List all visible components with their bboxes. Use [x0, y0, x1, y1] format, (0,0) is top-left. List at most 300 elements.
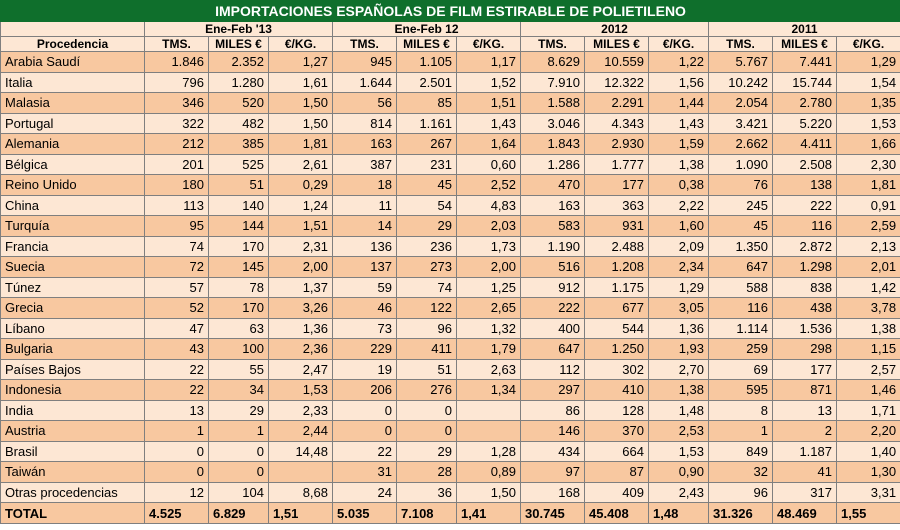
value-cell: 1,36 — [649, 318, 709, 339]
country-name: Arabia Saudí — [1, 52, 145, 73]
value-cell: 1,46 — [837, 380, 900, 401]
value-cell: 56 — [333, 93, 397, 114]
value-cell: 2.501 — [397, 72, 457, 93]
value-cell: 29 — [397, 441, 457, 462]
value-cell: 1,17 — [457, 52, 521, 73]
table-row — [1, 216, 900, 237]
value-cell: 2.488 — [585, 236, 649, 257]
total-cell: 4.525 — [145, 503, 209, 524]
total-cell: 31.326 — [709, 503, 773, 524]
value-cell: 2,33 — [269, 400, 333, 421]
value-cell: 0,29 — [269, 175, 333, 196]
table-row — [1, 482, 900, 503]
value-cell: 136 — [333, 236, 397, 257]
value-cell: 1,64 — [457, 134, 521, 155]
value-cell: 1.843 — [521, 134, 585, 155]
value-cell: 2.291 — [585, 93, 649, 114]
value-cell: 1,56 — [649, 72, 709, 93]
value-cell: 1,44 — [649, 93, 709, 114]
country-name: India — [1, 400, 145, 421]
value-cell: 137 — [333, 257, 397, 278]
column-header: €/KG. — [269, 37, 333, 52]
value-cell: 0 — [145, 462, 209, 483]
value-cell: 8 — [709, 400, 773, 421]
value-cell: 2,59 — [837, 216, 900, 237]
value-cell — [457, 421, 521, 442]
value-cell: 276 — [397, 380, 457, 401]
value-cell: 0 — [145, 441, 209, 462]
value-cell: 138 — [773, 175, 837, 196]
period-header: 2011 — [709, 22, 900, 37]
value-cell: 177 — [773, 359, 837, 380]
value-cell: 1,71 — [837, 400, 900, 421]
value-cell: 1.187 — [773, 441, 837, 462]
value-cell: 1,53 — [649, 441, 709, 462]
value-cell: 1.846 — [145, 52, 209, 73]
total-cell: 5.035 — [333, 503, 397, 524]
value-cell: 838 — [773, 277, 837, 298]
value-cell: 15.744 — [773, 72, 837, 93]
value-cell: 201 — [145, 154, 209, 175]
country-name: Grecia — [1, 298, 145, 319]
value-cell: 370 — [585, 421, 649, 442]
value-cell: 10.559 — [585, 52, 649, 73]
value-cell: 2,53 — [649, 421, 709, 442]
value-cell: 411 — [397, 339, 457, 360]
value-cell: 1,22 — [649, 52, 709, 73]
column-header: TMS. — [145, 37, 209, 52]
value-cell: 434 — [521, 441, 585, 462]
total-row — [1, 503, 900, 524]
value-cell: 945 — [333, 52, 397, 73]
value-cell: 259 — [709, 339, 773, 360]
country-name: Reino Unido — [1, 175, 145, 196]
table-row — [1, 113, 900, 134]
value-cell: 236 — [397, 236, 457, 257]
value-cell: 22 — [145, 359, 209, 380]
value-cell: 2,09 — [649, 236, 709, 257]
country-name: Bulgaria — [1, 339, 145, 360]
value-cell: 1,28 — [457, 441, 521, 462]
country-name: Otras procedencias — [1, 482, 145, 503]
value-cell: 29 — [209, 400, 269, 421]
value-cell: 4.411 — [773, 134, 837, 155]
value-cell: 2.930 — [585, 134, 649, 155]
value-cell: 180 — [145, 175, 209, 196]
value-cell: 3,31 — [837, 482, 900, 503]
value-cell: 588 — [709, 277, 773, 298]
table-row — [1, 72, 900, 93]
country-name: Taiwán — [1, 462, 145, 483]
value-cell: 1,38 — [649, 380, 709, 401]
value-cell: 31 — [333, 462, 397, 483]
total-cell: 1,55 — [837, 503, 900, 524]
value-cell: 1,66 — [837, 134, 900, 155]
value-cell: 18 — [333, 175, 397, 196]
value-cell: 1,34 — [457, 380, 521, 401]
value-cell: 363 — [585, 195, 649, 216]
value-cell: 74 — [145, 236, 209, 257]
value-cell: 1 — [709, 421, 773, 442]
total-cell: 45.408 — [585, 503, 649, 524]
value-cell: 57 — [145, 277, 209, 298]
value-cell: 19 — [333, 359, 397, 380]
value-cell: 1 — [209, 421, 269, 442]
country-name: Líbano — [1, 318, 145, 339]
value-cell: 55 — [209, 359, 269, 380]
value-cell: 0,60 — [457, 154, 521, 175]
value-cell: 297 — [521, 380, 585, 401]
value-cell: 931 — [585, 216, 649, 237]
country-name: China — [1, 195, 145, 216]
table-title: IMPORTACIONES ESPAÑOLAS DE FILM ESTIRABLE DE POLIETILENO — [1, 1, 900, 22]
value-cell: 7.441 — [773, 52, 837, 73]
value-cell: 2,20 — [837, 421, 900, 442]
value-cell: 1,32 — [457, 318, 521, 339]
value-cell: 525 — [209, 154, 269, 175]
period-header: Ene-Feb 12 — [333, 22, 521, 37]
value-cell: 2.508 — [773, 154, 837, 175]
value-cell: 100 — [209, 339, 269, 360]
value-cell: 2,57 — [837, 359, 900, 380]
value-cell: 32 — [709, 462, 773, 483]
value-cell: 43 — [145, 339, 209, 360]
value-cell: 78 — [209, 277, 269, 298]
value-cell: 583 — [521, 216, 585, 237]
value-cell: 96 — [709, 482, 773, 503]
value-cell: 346 — [145, 93, 209, 114]
value-cell: 5.220 — [773, 113, 837, 134]
value-cell: 1,48 — [649, 400, 709, 421]
value-cell: 13 — [145, 400, 209, 421]
value-cell: 410 — [585, 380, 649, 401]
column-header: TMS. — [521, 37, 585, 52]
value-cell: 245 — [709, 195, 773, 216]
table-row — [1, 277, 900, 298]
value-cell: 1,24 — [269, 195, 333, 216]
value-cell: 0,91 — [837, 195, 900, 216]
column-header: MILES € — [773, 37, 837, 52]
table-row — [1, 134, 900, 155]
period-header: Ene-Feb '13 — [145, 22, 333, 37]
value-cell: 2,61 — [269, 154, 333, 175]
value-cell: 177 — [585, 175, 649, 196]
value-cell: 0 — [333, 421, 397, 442]
value-cell: 10.242 — [709, 72, 773, 93]
value-cell: 2,47 — [269, 359, 333, 380]
value-cell: 5.767 — [709, 52, 773, 73]
country-name: Austria — [1, 421, 145, 442]
value-cell: 849 — [709, 441, 773, 462]
value-cell: 796 — [145, 72, 209, 93]
value-cell: 11 — [333, 195, 397, 216]
value-cell: 1,42 — [837, 277, 900, 298]
table-row — [1, 441, 900, 462]
value-cell: 4,83 — [457, 195, 521, 216]
table-row — [1, 52, 900, 73]
table-row — [1, 175, 900, 196]
value-cell: 87 — [585, 462, 649, 483]
value-cell: 0,89 — [457, 462, 521, 483]
value-cell — [457, 400, 521, 421]
value-cell: 2,34 — [649, 257, 709, 278]
table-row — [1, 195, 900, 216]
value-cell: 46 — [333, 298, 397, 319]
value-cell: 1,60 — [649, 216, 709, 237]
value-cell: 2,30 — [837, 154, 900, 175]
total-cell: 6.829 — [209, 503, 269, 524]
value-cell: 3,26 — [269, 298, 333, 319]
value-cell: 76 — [709, 175, 773, 196]
value-cell: 1.090 — [709, 154, 773, 175]
value-cell: 3.421 — [709, 113, 773, 134]
value-cell: 34 — [209, 380, 269, 401]
value-cell: 47 — [145, 318, 209, 339]
value-cell: 2,36 — [269, 339, 333, 360]
value-cell: 1,40 — [837, 441, 900, 462]
column-header: MILES € — [209, 37, 269, 52]
value-cell: 73 — [333, 318, 397, 339]
value-cell: 41 — [773, 462, 837, 483]
total-cell: 7.108 — [397, 503, 457, 524]
value-cell: 95 — [145, 216, 209, 237]
value-cell: 8.629 — [521, 52, 585, 73]
value-cell: 1.536 — [773, 318, 837, 339]
value-cell: 229 — [333, 339, 397, 360]
value-cell: 2,52 — [457, 175, 521, 196]
value-cell: 1,51 — [457, 93, 521, 114]
value-cell: 1,51 — [269, 216, 333, 237]
value-cell: 1.350 — [709, 236, 773, 257]
value-cell: 1,43 — [649, 113, 709, 134]
value-cell: 677 — [585, 298, 649, 319]
value-cell: 146 — [521, 421, 585, 442]
value-cell: 1.286 — [521, 154, 585, 175]
value-cell: 2.054 — [709, 93, 773, 114]
country-name: Suecia — [1, 257, 145, 278]
value-cell: 7.910 — [521, 72, 585, 93]
value-cell: 1.161 — [397, 113, 457, 134]
value-cell: 104 — [209, 482, 269, 503]
value-cell: 163 — [521, 195, 585, 216]
value-cell: 2.662 — [709, 134, 773, 155]
value-cell: 595 — [709, 380, 773, 401]
value-cell: 36 — [397, 482, 457, 503]
value-cell: 400 — [521, 318, 585, 339]
table-row — [1, 93, 900, 114]
country-name: Malasia — [1, 93, 145, 114]
value-cell: 520 — [209, 93, 269, 114]
value-cell: 2,03 — [457, 216, 521, 237]
value-cell: 1,53 — [837, 113, 900, 134]
value-cell: 1,52 — [457, 72, 521, 93]
table-row — [1, 298, 900, 319]
column-header: TMS. — [709, 37, 773, 52]
value-cell: 2 — [773, 421, 837, 442]
total-cell: 1,48 — [649, 503, 709, 524]
value-cell: 0 — [333, 400, 397, 421]
value-cell: 1,53 — [269, 380, 333, 401]
value-cell: 1,15 — [837, 339, 900, 360]
value-cell: 140 — [209, 195, 269, 216]
value-cell: 317 — [773, 482, 837, 503]
value-cell: 0,38 — [649, 175, 709, 196]
value-cell: 45 — [709, 216, 773, 237]
value-cell: 59 — [333, 277, 397, 298]
value-cell: 470 — [521, 175, 585, 196]
column-header: MILES € — [397, 37, 457, 52]
value-cell: 2.352 — [209, 52, 269, 73]
table-row — [1, 400, 900, 421]
value-cell: 302 — [585, 359, 649, 380]
value-cell: 1,54 — [837, 72, 900, 93]
value-cell: 52 — [145, 298, 209, 319]
value-cell: 168 — [521, 482, 585, 503]
value-cell: 51 — [209, 175, 269, 196]
value-cell: 212 — [145, 134, 209, 155]
value-cell: 96 — [397, 318, 457, 339]
value-cell: 2.872 — [773, 236, 837, 257]
table-row — [1, 462, 900, 483]
value-cell: 0,90 — [649, 462, 709, 483]
value-cell: 13 — [773, 400, 837, 421]
column-header: €/KG. — [457, 37, 521, 52]
value-cell: 1.114 — [709, 318, 773, 339]
value-cell: 647 — [521, 339, 585, 360]
value-cell: 170 — [209, 298, 269, 319]
value-cell: 2,00 — [269, 257, 333, 278]
value-cell: 122 — [397, 298, 457, 319]
value-cell: 273 — [397, 257, 457, 278]
value-cell: 24 — [333, 482, 397, 503]
table-row — [1, 359, 900, 380]
value-cell: 871 — [773, 380, 837, 401]
value-cell: 12.322 — [585, 72, 649, 93]
value-cell: 12 — [145, 482, 209, 503]
total-label: TOTAL — [1, 503, 145, 524]
value-cell: 516 — [521, 257, 585, 278]
value-cell: 0 — [209, 441, 269, 462]
value-cell: 1.175 — [585, 277, 649, 298]
value-cell: 298 — [773, 339, 837, 360]
value-cell: 482 — [209, 113, 269, 134]
value-cell: 1,93 — [649, 339, 709, 360]
value-cell: 1,27 — [269, 52, 333, 73]
value-cell: 1,36 — [269, 318, 333, 339]
country-name: Túnez — [1, 277, 145, 298]
value-cell: 29 — [397, 216, 457, 237]
value-cell: 438 — [773, 298, 837, 319]
row-header: Procedencia — [1, 37, 145, 52]
value-cell: 1,73 — [457, 236, 521, 257]
value-cell: 1.644 — [333, 72, 397, 93]
value-cell: 2,13 — [837, 236, 900, 257]
value-cell: 385 — [209, 134, 269, 155]
value-cell: 14 — [333, 216, 397, 237]
value-cell: 1.588 — [521, 93, 585, 114]
value-cell: 1,38 — [837, 318, 900, 339]
value-cell: 1,79 — [457, 339, 521, 360]
value-cell: 8,68 — [269, 482, 333, 503]
value-cell: 54 — [397, 195, 457, 216]
value-cell: 0 — [209, 462, 269, 483]
value-cell: 231 — [397, 154, 457, 175]
value-cell: 1.280 — [209, 72, 269, 93]
value-cell: 3,78 — [837, 298, 900, 319]
value-cell: 664 — [585, 441, 649, 462]
country-name: Italia — [1, 72, 145, 93]
value-cell: 22 — [145, 380, 209, 401]
value-cell: 22 — [333, 441, 397, 462]
column-header: €/KG. — [649, 37, 709, 52]
value-cell: 1.208 — [585, 257, 649, 278]
value-cell: 128 — [585, 400, 649, 421]
total-cell: 48.469 — [773, 503, 837, 524]
value-cell: 72 — [145, 257, 209, 278]
value-cell: 222 — [521, 298, 585, 319]
value-cell: 14,48 — [269, 441, 333, 462]
country-name: Bélgica — [1, 154, 145, 175]
value-cell: 912 — [521, 277, 585, 298]
value-cell: 1,61 — [269, 72, 333, 93]
value-cell: 1.105 — [397, 52, 457, 73]
value-cell: 544 — [585, 318, 649, 339]
value-cell: 1,50 — [269, 93, 333, 114]
value-cell: 2,63 — [457, 359, 521, 380]
value-cell: 1.777 — [585, 154, 649, 175]
value-cell: 1,59 — [649, 134, 709, 155]
value-cell: 3,05 — [649, 298, 709, 319]
table-row — [1, 380, 900, 401]
column-header: TMS. — [333, 37, 397, 52]
value-cell: 1,35 — [837, 93, 900, 114]
value-cell: 170 — [209, 236, 269, 257]
table-row — [1, 339, 900, 360]
value-cell: 113 — [145, 195, 209, 216]
value-cell: 63 — [209, 318, 269, 339]
value-cell: 2,44 — [269, 421, 333, 442]
total-cell: 30.745 — [521, 503, 585, 524]
value-cell: 1,30 — [837, 462, 900, 483]
table-row — [1, 257, 900, 278]
value-cell: 2,70 — [649, 359, 709, 380]
table-row — [1, 318, 900, 339]
header-spacer — [1, 22, 145, 37]
country-name: Brasil — [1, 441, 145, 462]
value-cell: 74 — [397, 277, 457, 298]
column-header: MILES € — [585, 37, 649, 52]
table-row — [1, 236, 900, 257]
table-row — [1, 154, 900, 175]
value-cell: 85 — [397, 93, 457, 114]
value-cell: 814 — [333, 113, 397, 134]
value-cell: 1 — [145, 421, 209, 442]
value-cell: 45 — [397, 175, 457, 196]
value-cell: 2.780 — [773, 93, 837, 114]
value-cell: 3.046 — [521, 113, 585, 134]
value-cell: 1.298 — [773, 257, 837, 278]
value-cell: 1,29 — [837, 52, 900, 73]
value-cell: 1,81 — [269, 134, 333, 155]
value-cell: 0 — [397, 400, 457, 421]
value-cell: 97 — [521, 462, 585, 483]
country-name: Indonesia — [1, 380, 145, 401]
value-cell: 2,01 — [837, 257, 900, 278]
value-cell: 116 — [709, 298, 773, 319]
country-name: Alemania — [1, 134, 145, 155]
value-cell: 409 — [585, 482, 649, 503]
value-cell: 1,38 — [649, 154, 709, 175]
